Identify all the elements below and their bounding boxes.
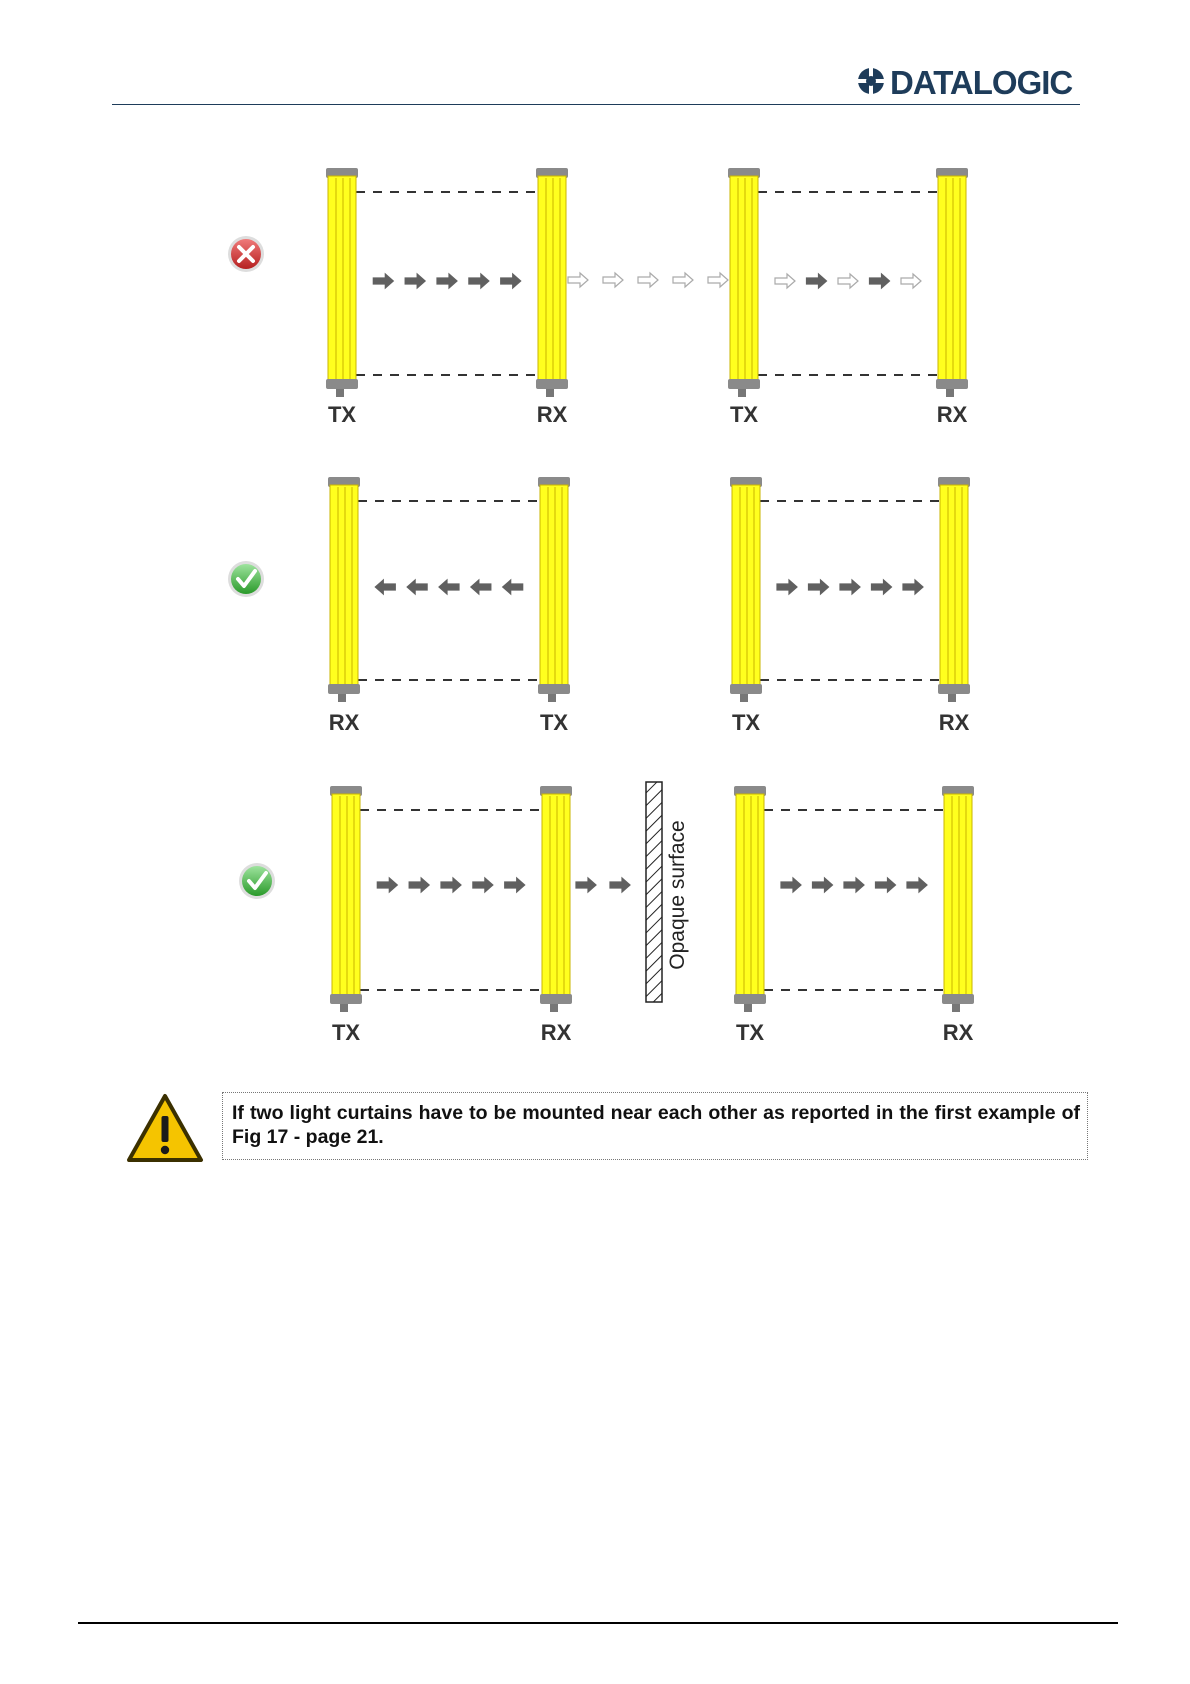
curtain-pair (728, 168, 968, 427)
label-tx: TX (735, 1020, 765, 1045)
diagram-row-3 (239, 782, 974, 1045)
curtain-pair (330, 786, 572, 1045)
note-text: If two light curtains have to be mounted near each other as reported in the first example of Fig 17 - page 21. (232, 1102, 1080, 1148)
label-rx: RX (328, 710, 360, 735)
check-icon (239, 863, 275, 899)
curtain-pair (730, 477, 970, 735)
label-tx: TX (731, 710, 761, 735)
label-rx: RX (540, 1020, 572, 1045)
opaque-surface-label: Opaque surface (666, 820, 689, 970)
diagram-row-2 (228, 477, 970, 735)
interference-arrows (568, 273, 728, 287)
label-rx: RX (936, 402, 968, 427)
label-tx: TX (327, 402, 357, 427)
label-rx: RX (938, 710, 970, 735)
diagram-row-1 (228, 168, 968, 427)
footer-rule (78, 1622, 1118, 1624)
label-rx: RX (536, 402, 568, 427)
label-tx: TX (331, 1020, 361, 1045)
curtain-pair (734, 786, 974, 1045)
warning-icon (126, 1092, 204, 1164)
error-icon (228, 236, 264, 272)
check-icon (228, 561, 264, 597)
curtain-pair (326, 168, 568, 427)
label-tx: TX (539, 710, 569, 735)
brand-name: DATALOGIC (890, 64, 1073, 101)
curtain-pair (328, 477, 570, 735)
opaque-surface (576, 782, 689, 1002)
label-tx: TX (729, 402, 759, 427)
label-rx: RX (942, 1020, 974, 1045)
